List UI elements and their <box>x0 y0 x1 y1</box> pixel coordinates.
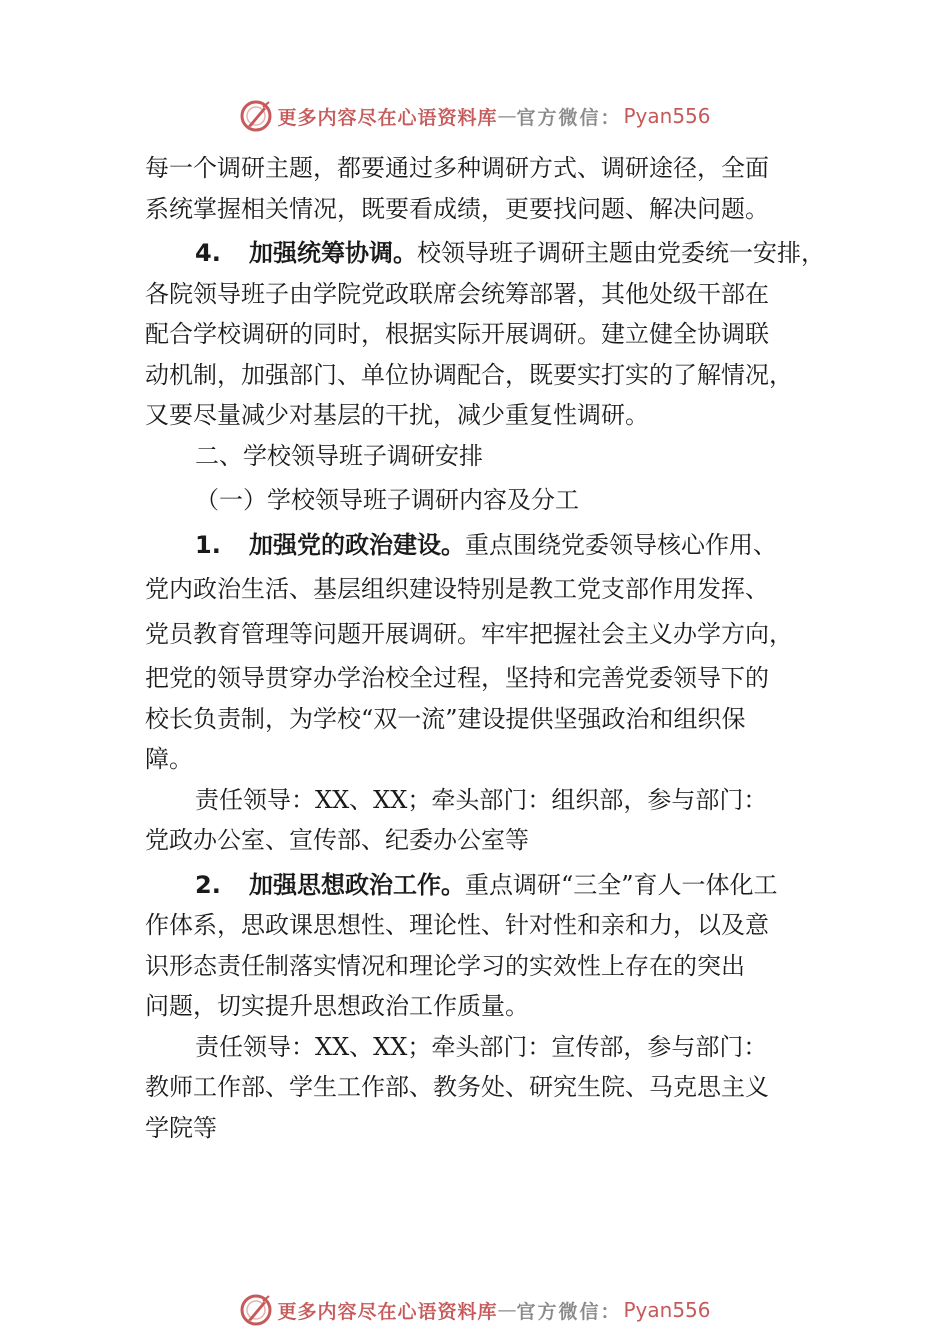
item-1-first-line <box>145 525 845 566</box>
text-line: 问题，切实提升思想政治工作质量。 <box>145 992 529 1020</box>
item-number: 1. <box>195 530 221 559</box>
section-2-title: 二、学校领导班子调研安排 <box>195 441 483 470</box>
text-line: 党内政治生活、基层组织建设特别是教工党支部作用发挥、 <box>145 575 769 603</box>
text-line: 学院等 <box>145 1113 217 1142</box>
text-line: 配合学校调研的同时，根据实际开展调研。建立健全协调联 <box>145 320 769 348</box>
text-line: 动机制，加强部门、单位协调配合，既要实打实的了解情况， <box>145 360 793 389</box>
item-heading: 加强党的政治建设。 <box>249 530 465 559</box>
paragraph-item-1 <box>145 525 845 861</box>
subsection-1-title: （一）学校领导班子调研内容及分工 <box>195 486 579 514</box>
watermark-footer <box>0 1290 950 1330</box>
text-run: 重点围绕党委领导核心作用、 <box>465 530 777 559</box>
watermark-text: 更多内容尽在心语资料库 <box>277 1300 498 1323</box>
watermark-header <box>0 96 950 136</box>
responsibility-line: 责任领导：XX、XX；牵头部门：组织部，参与部门： <box>195 785 768 814</box>
paragraph-item-4 <box>145 233 845 436</box>
item-heading: 加强统筹协调。 <box>249 239 417 267</box>
text-line: 校长负责制，为学校“双一流”建设提供坚强政治和组织保 <box>145 704 746 733</box>
item-number: 4. <box>195 239 221 267</box>
paragraph-item-2 <box>145 865 845 1149</box>
quill-logo-icon <box>239 1293 273 1327</box>
text-line: 党政办公室、宣传部、纪委办公室等 <box>145 826 529 854</box>
text-line: 教师工作部、学生工作部、教务处、研究生院、马克思主义 <box>145 1073 769 1101</box>
text-line: 把党的领导贯穿办学治校全过程，坚持和完善党委领导下的 <box>145 664 769 692</box>
item-2-first-line <box>145 865 845 906</box>
text-line: 又要尽量减少对基层的干扰，减少重复性调研。 <box>145 401 649 429</box>
watermark-separator: — <box>497 105 517 127</box>
text-line: 每一个调研主题，都要通过多种调研方式、调研途径，全面 <box>145 154 769 182</box>
text-line: 系统掌握相关情况，既要看成绩，更要找问题、解决问题。 <box>145 194 769 223</box>
text-line: 识形态责任制落实情况和理论学习的实效性上存在的突出 <box>145 951 745 980</box>
quill-logo-icon <box>239 99 273 133</box>
document-body <box>145 148 845 1148</box>
watermark-label: 官方微信： <box>516 1300 622 1323</box>
text-run: 校领导班子调研主题由党委统一安排， <box>417 239 825 267</box>
watermark-separator: — <box>497 1299 517 1321</box>
text-line: 作体系，思政课思想性、理论性、针对性和亲和力，以及意 <box>145 911 769 939</box>
watermark-text: 更多内容尽在心语资料库 <box>277 106 498 129</box>
responsibility-line: 责任领导：XX、XX；牵头部门：宣传部，参与部门： <box>195 1032 768 1061</box>
text-line: 党员教育管理等问题开展调研。牢牢把握社会主义办学方向， <box>145 619 793 648</box>
item-4-first-line <box>145 233 845 274</box>
watermark-wechat-id: Pyan556 <box>623 104 711 128</box>
text-line: 各院领导班子由学院党政联席会统筹部署，其他处级干部在 <box>145 279 769 308</box>
paragraph-survey-methods <box>145 148 845 229</box>
item-number: 2. <box>195 870 221 899</box>
text-line: 障。 <box>145 745 193 773</box>
watermark-wechat-id: Pyan556 <box>623 1298 711 1322</box>
item-heading: 加强思想政治工作。 <box>249 870 465 899</box>
text-run: 重点调研“三全”育人一体化工 <box>465 870 778 899</box>
watermark-label: 官方微信： <box>516 106 622 129</box>
